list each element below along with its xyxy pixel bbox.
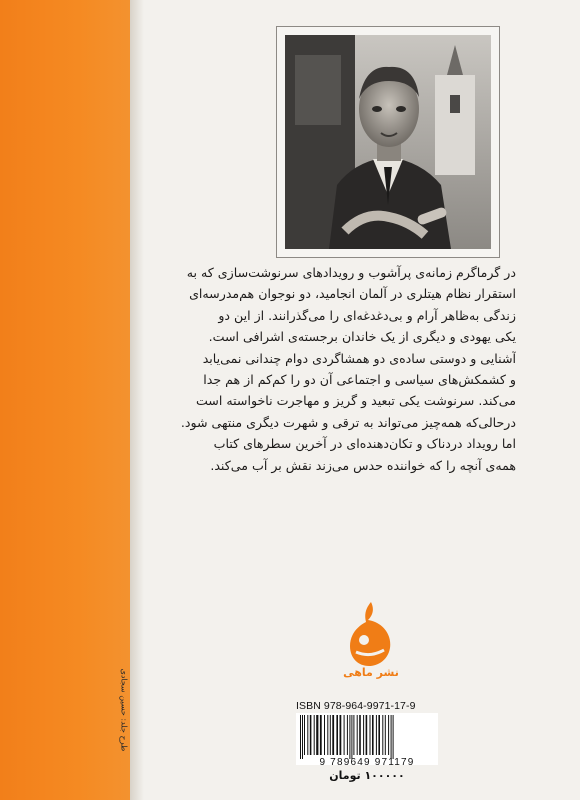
- cover-designer-credit-text: طرح جلد: حسین سجادی: [119, 668, 129, 752]
- publisher-name: نشر ماهی: [343, 666, 399, 679]
- barcode-bar: [304, 715, 305, 755]
- spine-shadow: [130, 0, 144, 800]
- blurb-line: می‌کند. سرنوشت یکی تبعید و گریز و مهاجرت ناخواسته است: [195, 393, 516, 409]
- barcode-bar: [393, 715, 394, 759]
- blurb-line: اما رویداد دردناک و تکان‌دهنده‌ای در آخرین سطرهای کتاب: [213, 436, 516, 452]
- barcode-bar: [382, 715, 383, 755]
- barcode-bar: [353, 715, 354, 755]
- barcode-bar: [391, 715, 392, 759]
- barcode-bar: [320, 715, 322, 755]
- blurb-line: درحالی‌که همه‌چیز می‌تواند به ترقی و شهرت دیگری منتهی شود.: [180, 414, 516, 430]
- barcode-bar: [316, 715, 318, 755]
- barcode-bar: [327, 715, 328, 755]
- blurb-line: یکی یهودی و دیگری از یک خاندان برجسته‌ی اشرافی است.: [208, 329, 516, 345]
- blurb-line: و کشمکش‌های سیاسی و اجتماعی آن دو را کم‌کم از هم جدا: [203, 372, 516, 388]
- barcode-bar: [385, 715, 386, 755]
- orange-spine-band: [0, 0, 130, 800]
- barcode-bar: [347, 715, 348, 755]
- barcode-bar: [378, 715, 380, 755]
- back-cover-blurb: [172, 262, 516, 476]
- barcode-bar: [324, 715, 325, 755]
- barcode-bar: [366, 715, 368, 755]
- barcode-bar: [330, 715, 331, 755]
- barcode-digits: 9 789649 971179: [319, 757, 415, 768]
- author-photo: [285, 35, 491, 249]
- barcode-bar: [370, 715, 371, 755]
- barcode-bar: [340, 715, 342, 755]
- blurb-line: همه‌ی آنچه را که خواننده حدس می‌زند نقش بر آب می‌کند.: [210, 457, 516, 473]
- barcode-bar: [388, 715, 389, 755]
- barcode-bar: [349, 715, 350, 759]
- blurb-line: در گرماگرم زمانه‌ی پرآشوب و رویدادهای سرنوشت‌سازی که به: [186, 265, 516, 280]
- barcode-bar: [357, 715, 358, 755]
- barcode-bar: [310, 715, 312, 755]
- blurb-line: استقرار نظام هیتلری در آلمان انجامید، دو نوجوان هم‌مدرسه‌ای: [189, 286, 516, 302]
- author-photo-frame: [276, 26, 500, 258]
- barcode-bar: [332, 715, 334, 755]
- barcode-bar: [307, 715, 308, 755]
- barcode-bar: [300, 715, 301, 759]
- blurb-line: زندگی به‌ظاهر آرام و بی‌دغدغه‌ای را می‌گذرانند. از این دو: [218, 307, 516, 323]
- barcode-bar: [372, 715, 374, 755]
- barcode-bar: [344, 715, 345, 755]
- blurb-line: آشنایی و دوستی ساده‌ی دو همشاگردی دوام چندانی نمی‌یابد: [202, 350, 516, 366]
- isbn-number: ISBN 978-964-9971-17-9: [296, 700, 416, 712]
- barcode-bar: [376, 715, 377, 755]
- price-label: ۱۰۰۰۰۰ تومان: [329, 769, 405, 782]
- cover-designer-credit: [118, 640, 130, 780]
- barcode-bar: [351, 715, 352, 759]
- barcode-bar: [302, 715, 303, 759]
- barcode-bar: [359, 715, 361, 755]
- barcode-bar: [363, 715, 364, 755]
- barcode-bar: [336, 715, 338, 755]
- barcode-bar: [314, 715, 315, 755]
